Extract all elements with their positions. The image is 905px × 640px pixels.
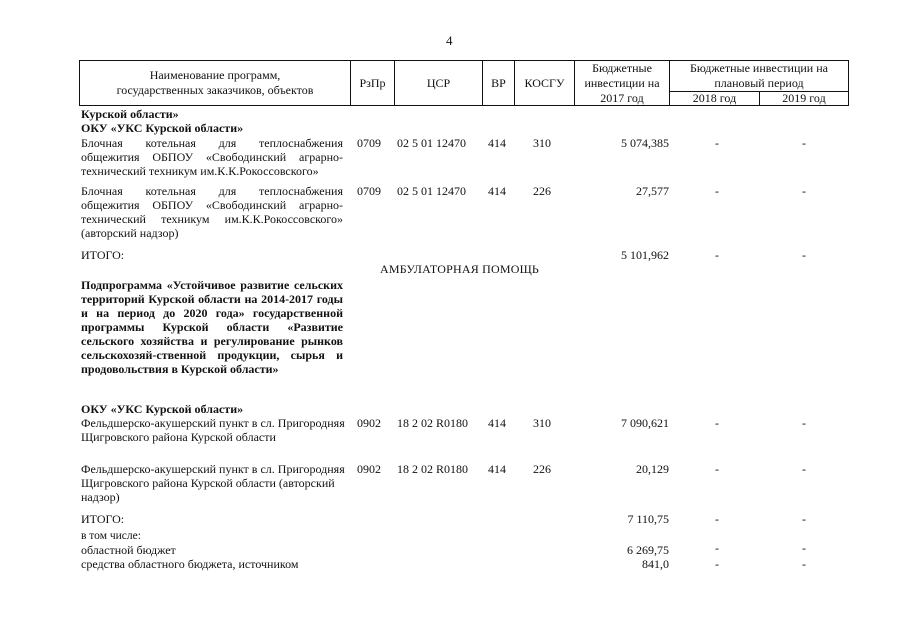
source-label: средства областного бюджета, источником xyxy=(81,557,299,571)
csr-value: 18 2 02 R0180 xyxy=(397,462,469,476)
header-rzpr: РзПр xyxy=(359,76,386,90)
oblast-budget-label: областной бюджет xyxy=(81,543,176,557)
oblast-budget-2019: - xyxy=(802,541,806,555)
amount-2019: - xyxy=(802,184,806,198)
kosgu-value: 226 xyxy=(533,184,551,198)
section-title: АМБУЛАТОРНАЯ ПОМОЩЬ xyxy=(380,262,540,276)
rzpr-value: 0902 xyxy=(357,462,381,476)
header-2019: 2019 год xyxy=(782,91,826,105)
rzpr-value: 0709 xyxy=(357,184,381,198)
total-amount: 7 110,75 xyxy=(627,512,669,526)
total-2018: - xyxy=(715,512,719,526)
amount-2018: - xyxy=(715,462,719,476)
header-vr: ВР xyxy=(491,76,506,90)
header-2018: 2018 год xyxy=(692,91,737,105)
vr-value: 414 xyxy=(488,416,506,430)
including-label: в том числе: xyxy=(81,530,141,542)
amount-2017: 5 074,385 xyxy=(621,136,669,150)
source-2019: - xyxy=(802,557,806,571)
amount-2019: - xyxy=(802,416,806,430)
oblast-budget-2018: - xyxy=(715,541,719,555)
total-label: ИТОГО: xyxy=(81,248,125,262)
csr-value: 18 2 02 R0180 xyxy=(397,416,469,430)
object-name: Блочная котельная для теплоснабжения общежития ОБПОУ «Свободинский аграрно-технический техникум им.К.К.Рокоссовского» (авторский надзор) xyxy=(81,184,343,240)
vr-value: 414 xyxy=(488,462,506,476)
header-planned-period: Бюджетные инвестиции на плановый период xyxy=(690,61,828,90)
amount-2017: 20,129 xyxy=(636,462,669,476)
oblast-budget-amount: 6 269,75 xyxy=(627,543,669,557)
subprogram-title: Подпрограмма «Устойчивое развитие сельских территорий Курской области на 2014-2017 годы и на период до 2020 года» государственной программы Курской области «Развитие сельского хозяйства и регулирование рынков сельскохозяй-ственной продукции, сырья и продовольствия в Курской области» xyxy=(81,278,343,376)
kosgu-value: 310 xyxy=(533,136,551,150)
total-2018: - xyxy=(715,248,719,262)
total-2019: - xyxy=(802,512,806,526)
header-name: Наименование программ, государственных заказчиков, объектов xyxy=(116,68,314,97)
source-2018: - xyxy=(715,557,719,571)
amount-2019: - xyxy=(802,462,806,476)
rzpr-value: 0709 xyxy=(357,136,381,150)
object-name: Фельдшерско-акушерский пункт в сл. Пригородняя Щигровского района Курской области (авторский надзор) xyxy=(81,462,345,504)
amount-2017: 27,577 xyxy=(636,184,669,198)
header-kosgu: КОСГУ xyxy=(524,76,565,90)
object-name: Фельдшерско-акушерский пункт в сл. Пригородняя Щигровского района Курской области xyxy=(81,416,345,444)
oku-title-1: ОКУ «УКС Курской области» xyxy=(81,121,244,135)
csr-value: 02 5 01 12470 xyxy=(397,184,466,198)
object-name: Блочная котельная для теплоснабжения общежития ОБПОУ «Свободинский аграрно-технический техникум им.К.К.Рокоссовского» xyxy=(81,136,343,178)
total-label: ИТОГО: xyxy=(81,512,125,526)
source-amount: 841,0 xyxy=(642,557,669,571)
vr-value: 414 xyxy=(488,184,506,198)
amount-2018: - xyxy=(715,184,719,198)
header-csr: ЦСР xyxy=(426,76,451,90)
amount-2018: - xyxy=(715,136,719,150)
kosgu-value: 226 xyxy=(533,462,551,476)
csr-value: 02 5 01 12470 xyxy=(397,136,466,150)
region-line: Курской области» xyxy=(81,107,179,121)
amount-2019: - xyxy=(802,136,806,150)
page-number: 4 xyxy=(446,33,453,48)
vr-value: 414 xyxy=(488,136,506,150)
amount-2017: 7 090,621 xyxy=(621,416,669,430)
total-amount: 5 101,962 xyxy=(621,248,669,262)
kosgu-value: 310 xyxy=(533,416,551,430)
header-budget-2017: Бюджетные инвестиции на 2017 год xyxy=(584,61,660,105)
rzpr-value: 0902 xyxy=(357,416,381,430)
amount-2018: - xyxy=(715,416,719,430)
table-header xyxy=(79,60,849,106)
oku-title-2: ОКУ «УКС Курской области» xyxy=(81,402,244,416)
total-2019: - xyxy=(802,248,806,262)
